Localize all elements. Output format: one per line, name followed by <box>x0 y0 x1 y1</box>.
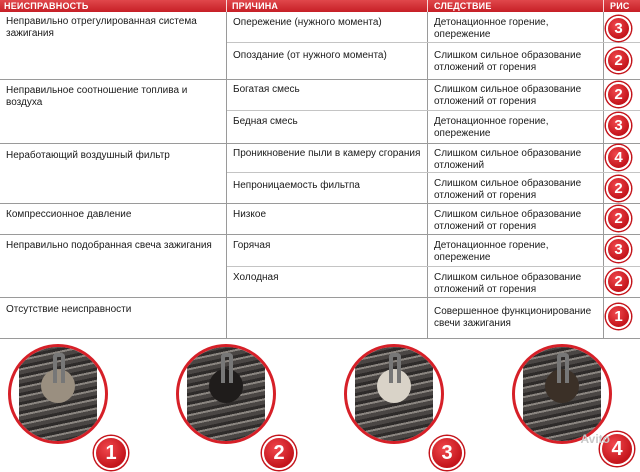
cause-cell: Богатая смесь <box>233 84 300 95</box>
effect-cell: Слишком сильное образование отложений от горения <box>434 50 582 73</box>
cause-cell: Горячая <box>233 240 271 251</box>
cause-cell: Непроницаемость фильтпа <box>233 180 360 191</box>
cause-cell: Низкое <box>233 209 267 220</box>
plug-electrode <box>389 353 401 383</box>
effect-cell: Слишком сильное образование отложений от горения <box>434 178 582 201</box>
cause-cell: Холодная <box>233 272 279 283</box>
header-cause: ПРИЧИНА <box>232 1 279 11</box>
plug-electrode <box>221 353 233 383</box>
pic-badge: 3 <box>606 113 631 138</box>
grid-line <box>226 12 227 338</box>
grid-line <box>227 172 640 173</box>
pic-badge: 3 <box>606 237 631 262</box>
grid-line <box>0 234 640 235</box>
fault-cell: Отсутствие неисправности <box>6 304 132 315</box>
spark-plug-photo <box>512 344 612 444</box>
grid-line <box>0 79 640 80</box>
header-effect: СЛЕДСТВИЕ <box>434 1 492 11</box>
header-divider <box>226 0 227 12</box>
fault-cell: Неправильно подобранная свеча зажигания <box>6 240 212 251</box>
spark-plug-photos <box>0 340 640 472</box>
pic-badge: 2 <box>606 269 631 294</box>
cause-cell: Опережение (нужного момента) <box>233 17 382 28</box>
pic-badge: 4 <box>606 145 631 170</box>
effect-cell: Детонационное горение, опережение <box>434 17 549 40</box>
grid-line <box>227 42 640 43</box>
pic-badge: 2 <box>606 176 631 201</box>
cause-cell: Опоздание (от нужного момента) <box>233 50 387 61</box>
grid-line <box>227 110 640 111</box>
header-fault: НЕИСПРАВНОСТЬ <box>4 1 89 11</box>
plug-electrode <box>557 353 569 383</box>
pic-badge: 3 <box>606 16 631 41</box>
plug-electrode <box>53 353 65 383</box>
spark-plug-photo <box>344 344 444 444</box>
pic-badge: 1 <box>606 304 631 329</box>
pic-badge: 2 <box>606 48 631 73</box>
cause-cell: Бедная смесь <box>233 116 298 127</box>
photo-number-badge: 4 <box>600 432 634 466</box>
photo-number-badge: 3 <box>430 436 464 470</box>
spark-plug-photo <box>8 344 108 444</box>
header-pic: РИС <box>610 1 630 11</box>
grid-line <box>0 338 640 339</box>
effect-cell: Слишком сильное образование отложений от горения <box>434 209 582 232</box>
effect-cell: Слишком сильное образование отложений <box>434 148 582 171</box>
fault-cell: Неправильно отрегулированная система зажигания <box>6 16 197 39</box>
spark-plug-photo <box>176 344 276 444</box>
fault-cell: Неработающий воздушный фильтр <box>6 150 170 161</box>
grid-line <box>0 203 640 204</box>
effect-cell: Детонационное горение, опережение <box>434 240 549 263</box>
fault-cell: Неправильное соотношение топлива и воздуха <box>6 85 188 108</box>
header-divider <box>603 0 604 12</box>
grid-line <box>427 12 428 338</box>
effect-cell: Слишком сильное образование отложений от горения <box>434 272 582 295</box>
photo-number-badge: 1 <box>94 436 128 470</box>
photo-number-badge: 2 <box>262 436 296 470</box>
grid-line <box>227 266 640 267</box>
effect-cell: Детонационное горение, опережение <box>434 116 549 139</box>
fault-cell: Компрессионное давление <box>6 209 132 220</box>
grid-line <box>0 297 640 298</box>
pic-badge: 2 <box>606 206 631 231</box>
effect-cell: Слишком сильное образование отложений от горения <box>434 84 582 107</box>
watermark: Avito <box>580 432 610 446</box>
cause-cell: Проникновение пыли в камеру сгорания <box>233 148 421 159</box>
header-divider <box>427 0 428 12</box>
effect-cell: Совершенное функционирование свечи зажигания <box>434 306 592 329</box>
table-header <box>0 0 640 12</box>
grid-line <box>0 143 640 144</box>
pic-badge: 2 <box>606 82 631 107</box>
